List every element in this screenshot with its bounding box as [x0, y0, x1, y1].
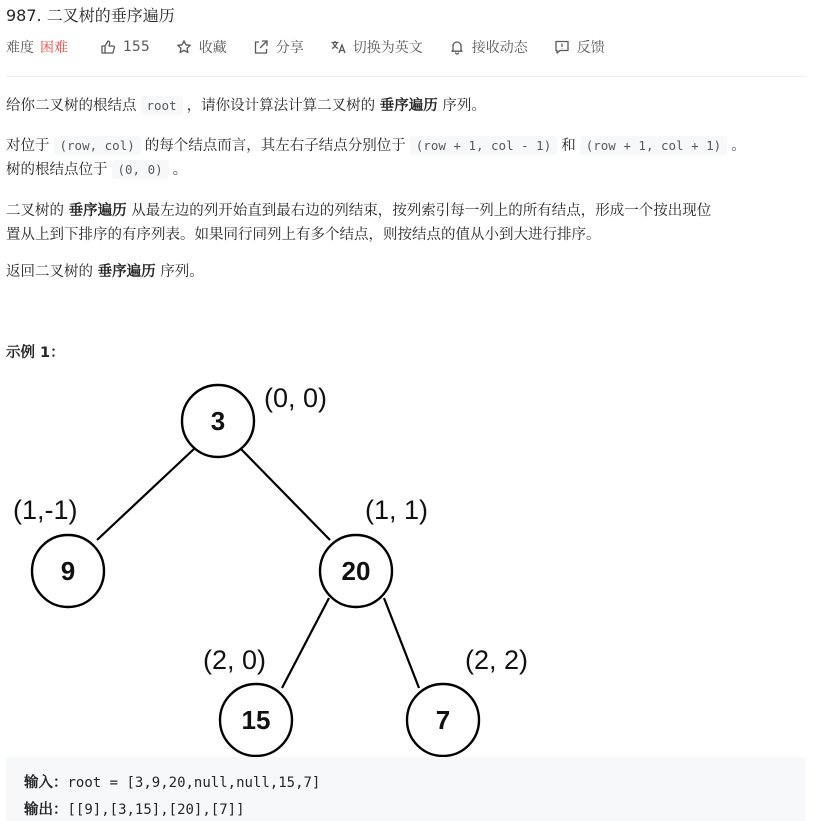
- favorite-button[interactable]: [176, 37, 227, 57]
- problem-title: 987. 二叉树的垂序遍历: [6, 6, 175, 25]
- tree-node-coordinate: (2, 2): [465, 645, 529, 675]
- desc-text: 树的根结点位于: [6, 162, 108, 178]
- desc-text: 序列。: [160, 264, 204, 280]
- example-1-title: 示例 1：: [6, 345, 65, 361]
- tree-node-coordinate: (1, 1): [365, 495, 429, 525]
- desc-text: 的每个结点而言，其左右子结点分别位于: [144, 138, 406, 154]
- tree-node-coordinate: (0, 0): [264, 383, 328, 413]
- feedback-icon: [554, 39, 570, 55]
- switch-language-button[interactable]: [330, 37, 423, 57]
- desc-text: 给你二叉树的根结点: [6, 98, 137, 114]
- tree-edge: [384, 598, 419, 688]
- example-1-io-block: [6, 757, 805, 821]
- translate-icon: [330, 39, 346, 55]
- subscribe-button[interactable]: [449, 37, 528, 57]
- like-count: 155: [123, 39, 150, 55]
- example-1-output-line: [24, 798, 245, 819]
- header-divider: [6, 76, 806, 77]
- difficulty-badge: 困难: [40, 40, 68, 56]
- inline-code: (row, col): [54, 136, 141, 155]
- inline-code: (row + 1, col - 1): [410, 136, 557, 155]
- input-label: 输入：: [24, 775, 68, 791]
- inline-code: (0, 0): [112, 160, 169, 179]
- desc-text: 从最左边的列开始直到最右边的列结束，按列索引每一列上的所有结点，形成一个按出现位: [131, 203, 712, 219]
- example-1-tree-diagram: [0, 370, 560, 760]
- share-button[interactable]: [253, 37, 304, 57]
- emphasis-text: 垂序遍历: [68, 203, 127, 219]
- problem-toolbar: [6, 37, 631, 57]
- example-1-input-line: [24, 771, 320, 792]
- desc-text: 对位于: [6, 138, 50, 154]
- feedback-button[interactable]: [554, 37, 605, 57]
- desc-text: 和: [561, 138, 576, 154]
- difficulty-label: 难度: [6, 40, 34, 56]
- thumbs-up-icon: [100, 39, 116, 55]
- tree-node-value: 7: [435, 705, 451, 735]
- share-label: 分享: [275, 40, 304, 56]
- desc-text: 二叉树的: [6, 203, 64, 219]
- tree-node-coordinate: (2, 0): [203, 645, 267, 675]
- inline-code: (row + 1, col + 1): [580, 136, 727, 155]
- tree-node-value: 9: [60, 556, 76, 586]
- tree-node-coordinate: (1,-1): [13, 495, 78, 525]
- like-button[interactable]: [100, 39, 150, 55]
- tree-node-value: 3: [210, 406, 226, 436]
- output-label: 输出：: [24, 802, 68, 818]
- description-paragraph-1: [6, 93, 486, 119]
- tree-edge: [240, 448, 330, 540]
- description-paragraph-2: [6, 133, 746, 159]
- tree-node-value: 15: [241, 705, 271, 735]
- output-value: [[9],[3,15],[20],[7]]: [67, 802, 245, 818]
- star-icon: [176, 39, 192, 55]
- description-paragraph-3: [6, 199, 711, 224]
- desc-text: 序列。: [442, 98, 486, 114]
- tree-node-value: 20: [341, 556, 371, 586]
- desc-text: 。: [172, 162, 188, 178]
- share-icon: [253, 39, 269, 55]
- tree-edge: [282, 598, 329, 688]
- desc-text: 置从上到下排序的有序列表。如果同行同列上有多个结点，则按结点的值从小到大进行排序。: [6, 227, 601, 243]
- description-paragraph-2-line-2: [6, 157, 187, 183]
- input-value: root = [3,9,20,null,null,15,7]: [67, 775, 321, 791]
- feedback-label: 反馈: [576, 40, 605, 56]
- tree-edge: [97, 448, 195, 540]
- bell-icon: [449, 39, 465, 55]
- desc-text: 。: [731, 138, 746, 154]
- description-paragraph-3-line-2: [6, 223, 601, 248]
- favorite-label: 收藏: [198, 40, 227, 56]
- desc-text: 返回二叉树的: [6, 264, 93, 280]
- emphasis-text: 垂序遍历: [97, 264, 156, 280]
- inline-code: root: [141, 96, 183, 115]
- switch-language-label: 切换为英文: [352, 40, 423, 56]
- description-paragraph-4: [6, 260, 204, 285]
- subscribe-label: 接收动态: [471, 40, 528, 56]
- desc-text: ，请你设计算法计算二叉树的: [186, 98, 376, 114]
- emphasis-text: 垂序遍历: [379, 98, 438, 114]
